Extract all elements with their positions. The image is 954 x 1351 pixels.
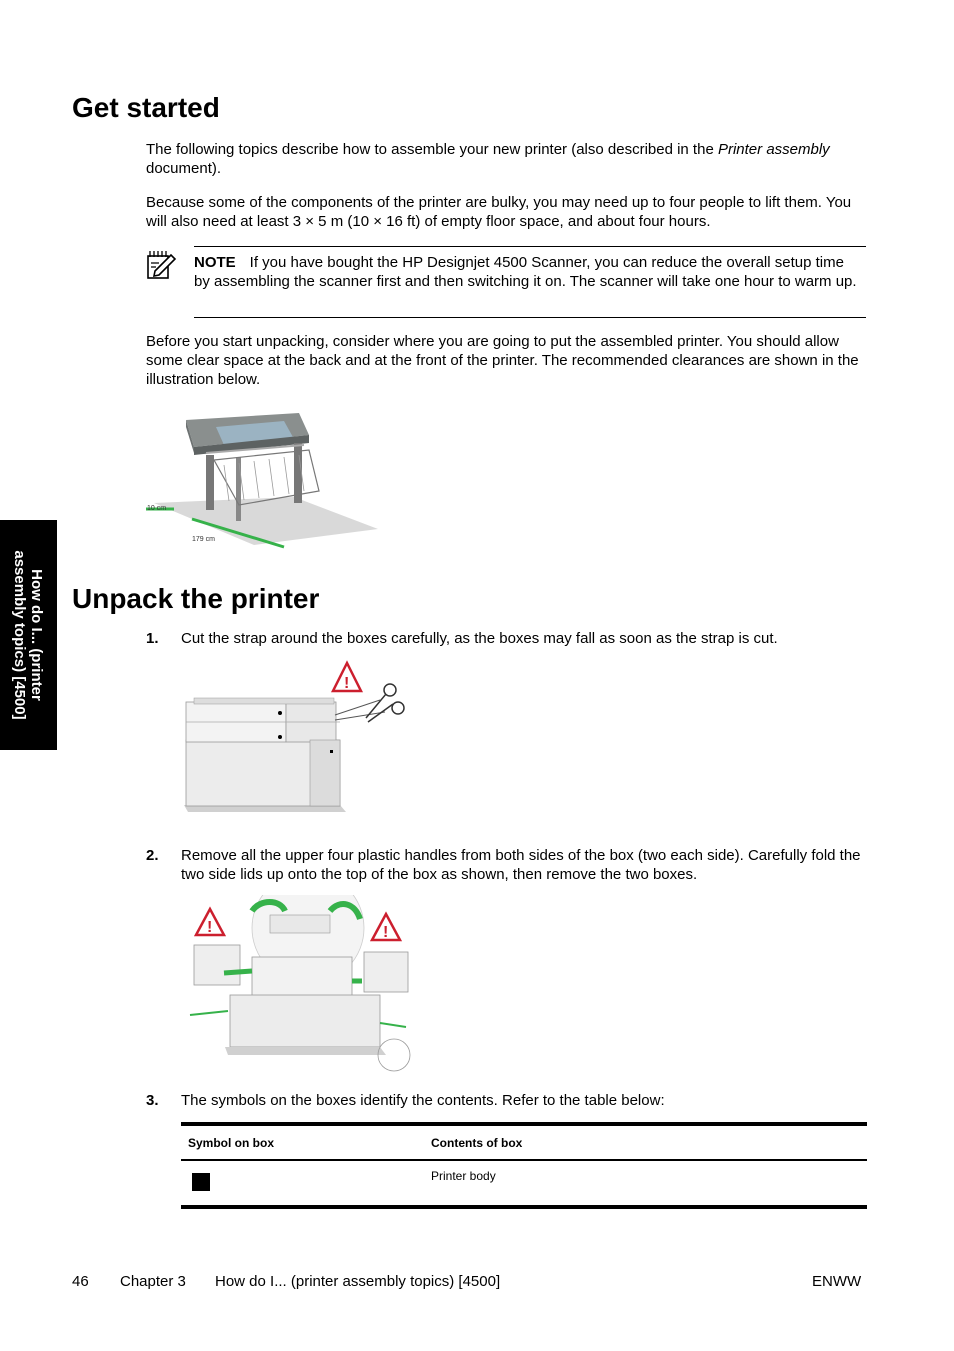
- printer-clearance-illustration: [144, 405, 380, 553]
- floor-space-paragraph: Because some of the components of the printer are bulky, you may need up to four people to lift them. You will also need at least 3 × 5 m (10 × 16 ft) of empty floor space, and about four hours.: [146, 194, 852, 230]
- front-clearance-label: 179 cm: [192, 536, 215, 543]
- back-clearance-label: 10 cm: [147, 505, 167, 512]
- svg-text:!: !: [344, 675, 350, 692]
- table-header-contents: Contents of box: [431, 1135, 523, 1150]
- note-box: [194, 246, 866, 318]
- remove-boxes-illustration: [180, 895, 416, 1075]
- step-text: Cut the strap around the boxes carefully, as the boxes may fall as soon as the strap is cut.: [181, 630, 778, 647]
- section-heading-unpack: Unpack the printer: [72, 583, 320, 614]
- step-number: 1.: [146, 630, 159, 647]
- black-square-symbol-icon: [192, 1173, 210, 1191]
- step-text: The symbols on the boxes identify the contents. Refer to the table below:: [181, 1092, 665, 1109]
- table-header-row: [181, 1126, 867, 1161]
- box-symbols-table: [181, 1122, 867, 1209]
- chapter-side-tab-label: How do I... (printer assembly topics) [4500]: [11, 550, 46, 720]
- svg-text:!: !: [207, 919, 213, 936]
- page-title: Get started: [72, 92, 220, 123]
- footer-chapter: Chapter 3: [120, 1273, 186, 1290]
- footer-page-number: 46: [72, 1273, 89, 1290]
- note-pad-icon: [146, 249, 178, 281]
- table-cell-symbol: [181, 1161, 431, 1205]
- table-cell-contents: Printer body: [431, 1169, 496, 1183]
- table-row: [181, 1161, 867, 1209]
- step-number: 2.: [146, 847, 159, 864]
- step-number: 3.: [146, 1092, 159, 1109]
- cut-strap-illustration: [180, 660, 416, 826]
- chapter-side-tab: [0, 520, 57, 750]
- intro-paragraph: The following topics describe how to assemble your new printer (also described in the Printer assembly document).: [146, 141, 830, 177]
- footer-chapter-title: How do I... (printer assembly topics) [4500]: [215, 1273, 501, 1290]
- step-text: Remove all the upper four plastic handles from both sides of the box (two each side). Carefully fold the two side lids up onto the top of the box as shown, then remove the two boxes.: [181, 847, 861, 883]
- svg-text:!: !: [383, 924, 389, 941]
- table-header-symbol: Symbol on box: [188, 1135, 275, 1150]
- clearance-paragraph: Before you start unpacking, consider where you are going to put the assembled printer. You should allow some clear space at the back and at the front of the printer. The recommended clearances are shown in the illustration below.: [146, 333, 859, 388]
- note-text: NOTE If you have bought the HP Designjet 4500 Scanner, you can reduce the overall setup time by assembling the scanner first and then switching it on. The scanner will take one hour to warm up.: [194, 254, 857, 290]
- footer-locale: ENWW: [812, 1273, 862, 1290]
